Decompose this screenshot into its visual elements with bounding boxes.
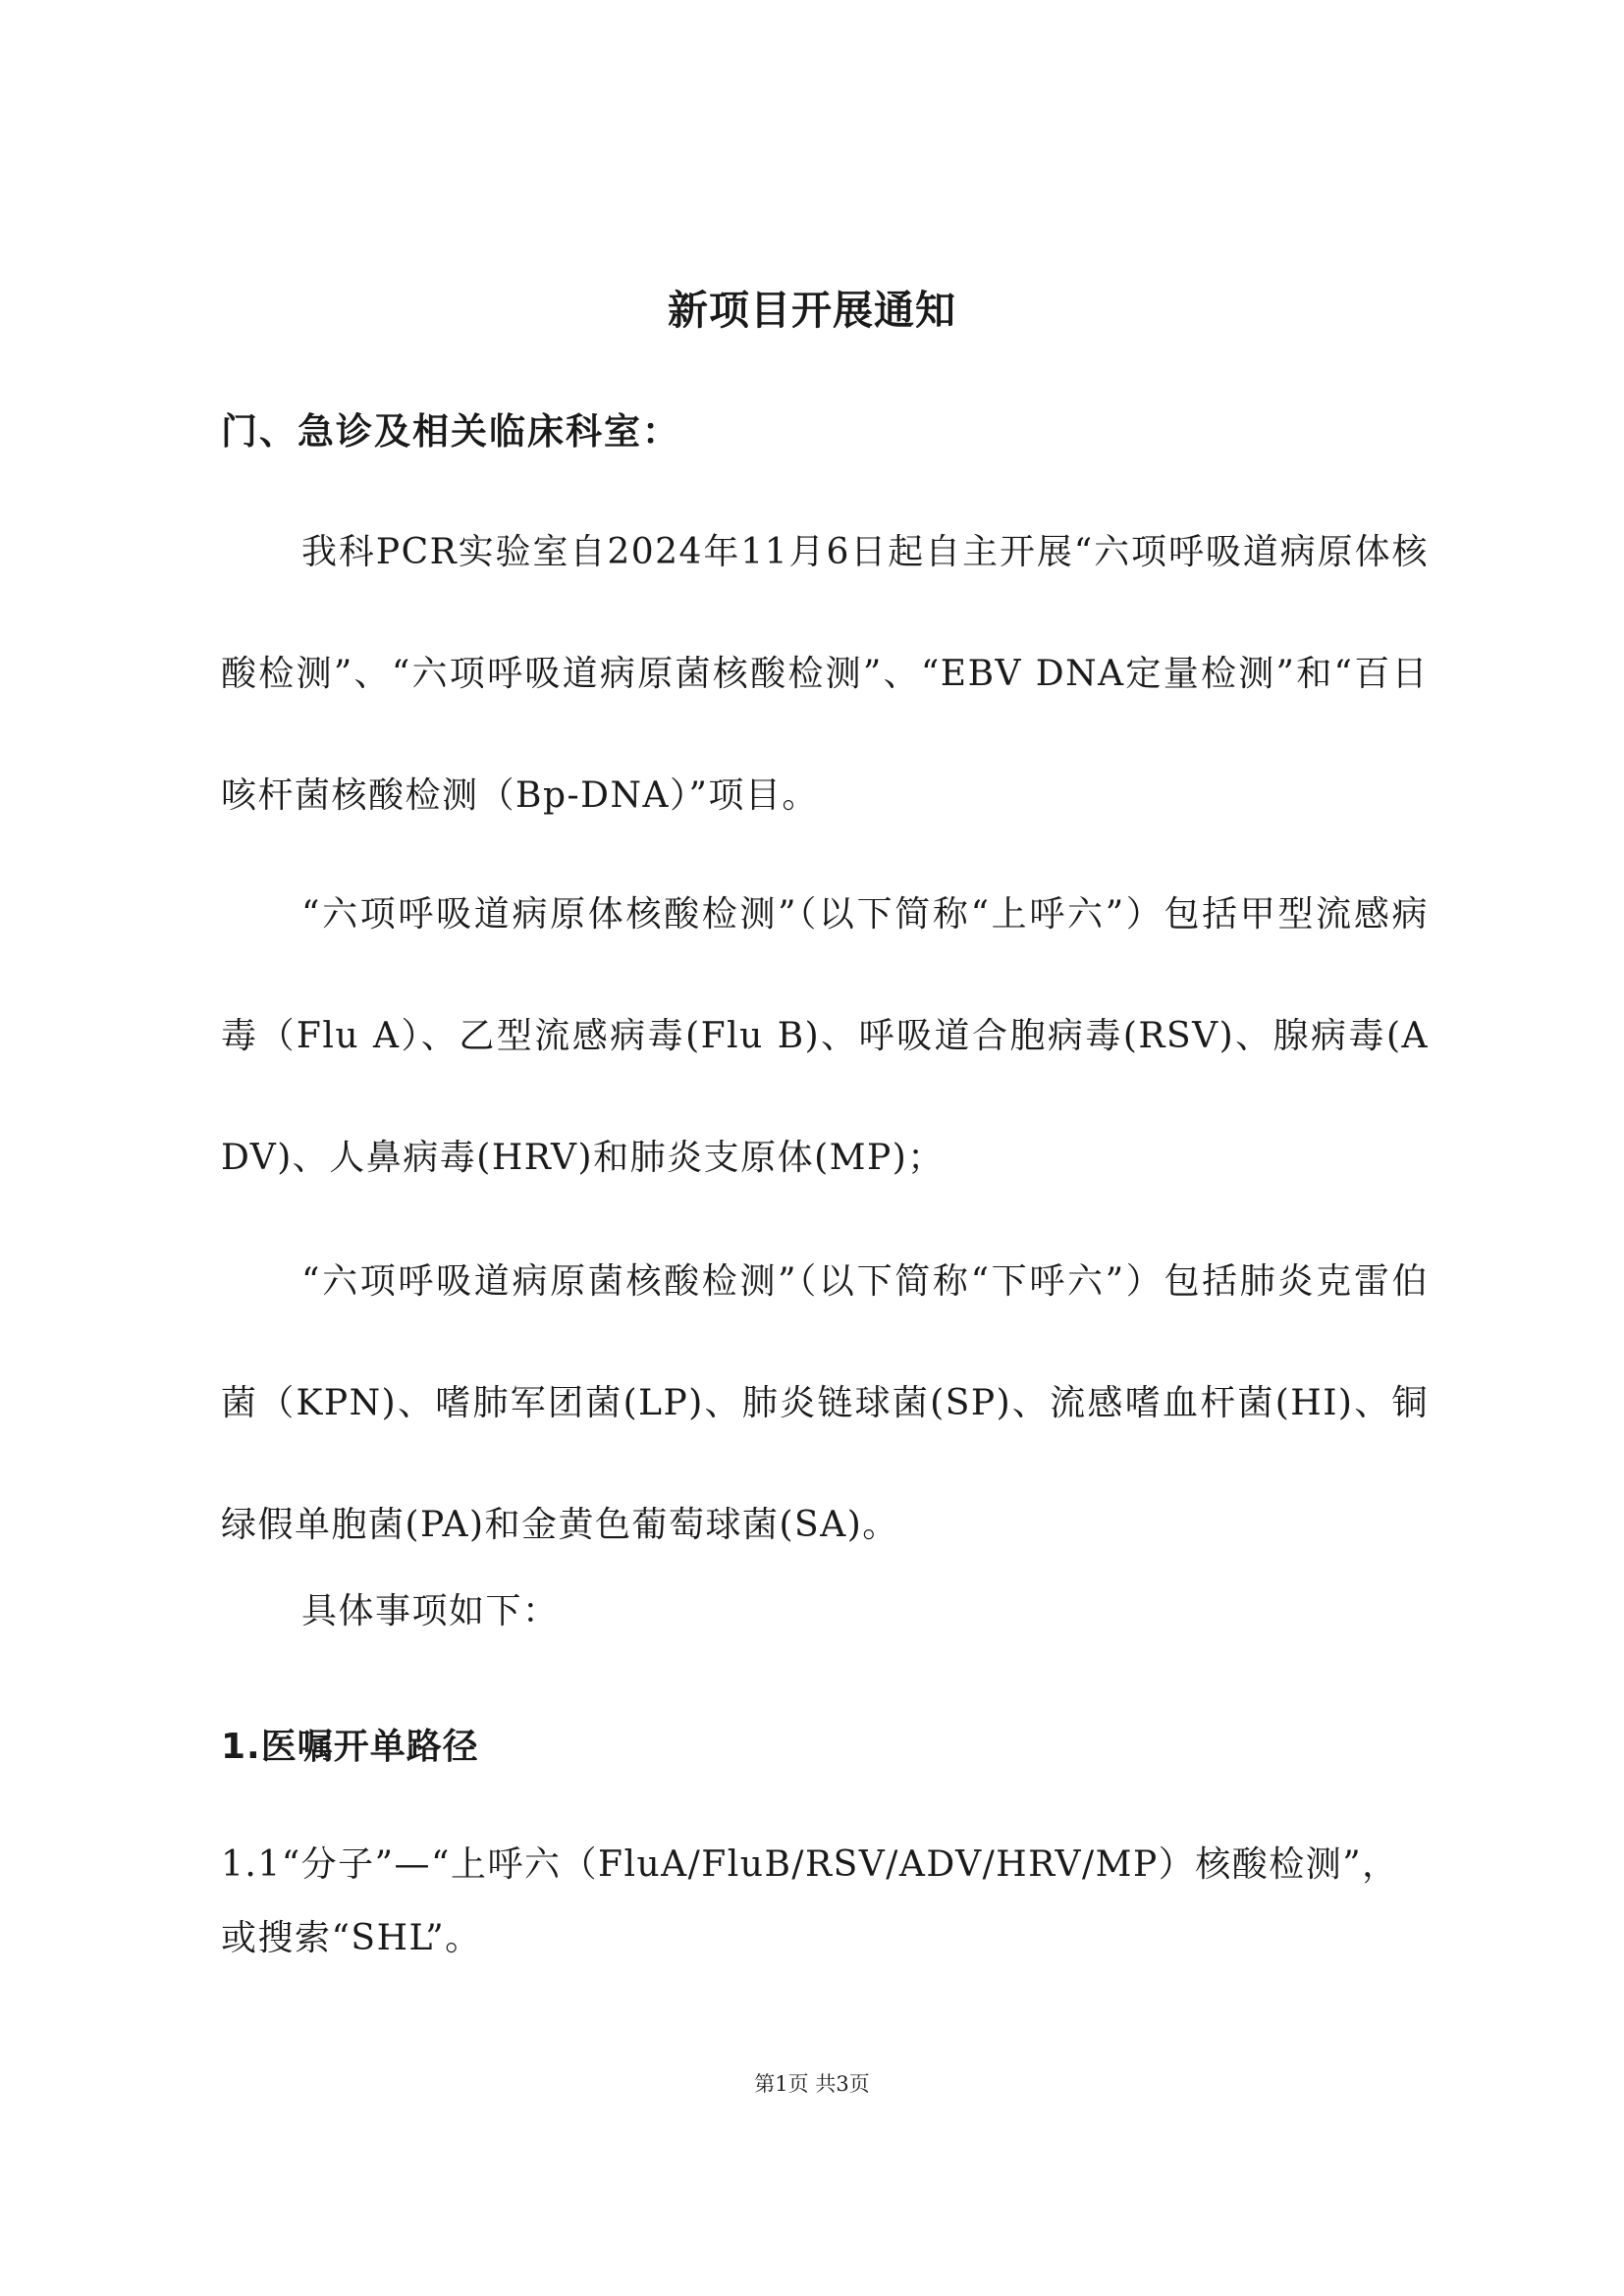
page-number-footer: 第1页 共3页 — [754, 2072, 870, 2096]
paragraph-lower-respiratory-panel: “六项呼吸道病原菌核酸检测”（以下简称“下呼六”）包括肺炎克雷伯菌（KPN)、嗜肺军团菌(LP)、肺炎链球菌(SP)、流感嗜血杆菌(HI)、铜绿假单胞菌(PA)和金黄色葡萄球菌(SA)。 — [221, 1261, 1429, 1545]
document-title: 新项目开展通知 — [668, 287, 956, 334]
paragraph-details-lead: 具体事项如下： — [301, 1591, 560, 1631]
list-item: 1.1“分子”—“上呼六（FluA/FluB/RSV/ADV/HRV/MP）核酸检测”，或搜索“SHL”。 — [221, 1844, 1399, 1958]
section-heading-order-path: 1.医嘱开单路径 — [221, 1727, 479, 1767]
paragraph-upper-respiratory-panel: “六项呼吸道病原体核酸检测”（以下简称“上呼六”）包括甲型流感病毒（Flu A）、乙型流感病毒(Flu B)、呼吸道合胞病毒(RSV)、腺病毒(ADV)、人鼻病毒(HRV)和肺炎支原体(MP)； — [221, 894, 1429, 1178]
salutation: 门、急诊及相关临床科室： — [221, 410, 680, 453]
paragraph-intro: 我科PCR实验室自2024年11月6日起自主开展“六项呼吸道病原体核酸检测”、“六项呼吸道病原菌核酸检测”、“EBV DNA定量检测”和“百日咳杆菌核酸检测（Bp-DNA）”项目。 — [221, 532, 1429, 816]
